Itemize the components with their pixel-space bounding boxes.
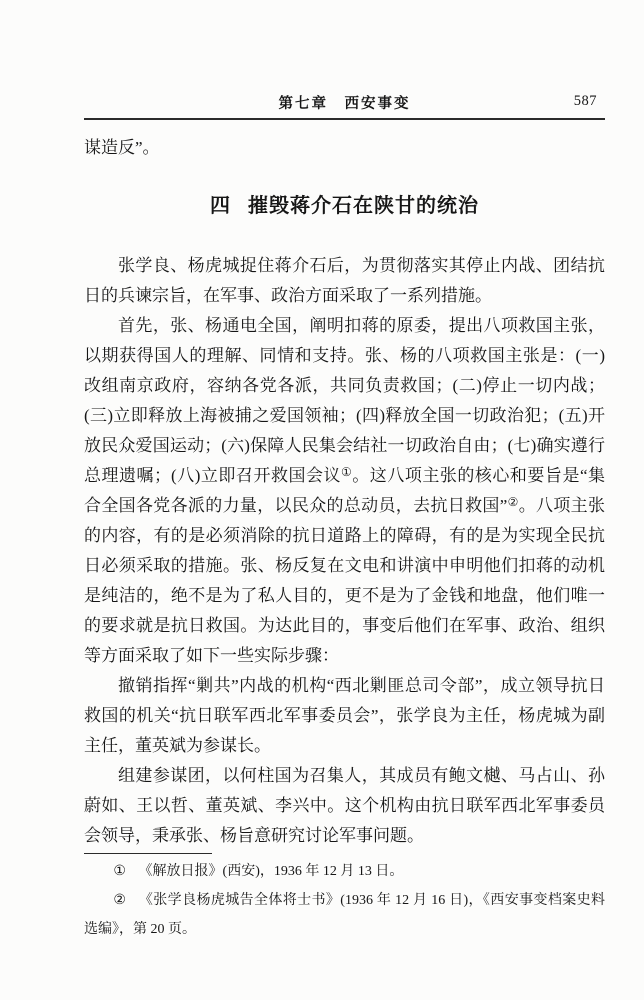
body-paragraph bbox=[84, 671, 605, 761]
footnote-text: 《张学良杨虎城告全体将士书》(1936 年 12 月 16 日)，《西安事变档案史料选编》，第 20 页。 bbox=[84, 893, 605, 937]
running-title: 第七章 西安事变 bbox=[278, 96, 411, 112]
page-header bbox=[84, 92, 605, 112]
page-number: 587 bbox=[573, 93, 597, 109]
body-paragraph bbox=[84, 251, 605, 311]
footnote bbox=[84, 857, 605, 886]
section-title bbox=[84, 189, 605, 218]
paragraph-text: 撤销指挥“剿共”内战的机构“西北剿匪总司令部”，成立领导抗日救国的机关“抗日联军西北军事委员会”，张学良为主任，杨虎城为副主任，董英斌为参谋长。 bbox=[84, 676, 605, 755]
paragraph-text: 。八项主张的内容，有的是必须消除的抗日道路上的障碍，有的是为实现全民抗日必须采取的措施。张、杨反复在文电和讲演中申明他们扣蒋的动机是纯洁的，绝不是为了私人目的，更不是为了金钱和地盘，他们唯一的要求就是抗日救国。为达此目的，事变后他们在军事、政治、组织等方面采取了如下一些实际步骤： bbox=[84, 496, 605, 665]
body-text bbox=[84, 251, 605, 851]
body-paragraph bbox=[84, 761, 605, 851]
footnotes bbox=[84, 857, 605, 944]
header-rule bbox=[84, 118, 605, 120]
footnote-ref: ② bbox=[507, 495, 519, 509]
paragraph-text: 首先，张、杨通电全国，阐明扣蒋的原委，提出八项救国主张，以期获得国人的理解、同情和支持。张、杨的八项救国主张是：(一)改组南京政府，容纳各党各派，共同负责救国；(二)停止一切内战；(三)立即释放上海被捕之爱国领袖；(四)释放全国一切政治犯；(五)开放民众爱国运动；(六)保障人民集会结社一切政治自由；(七)确实遵行总理遗嘱；(八)立即召开救国会议 bbox=[84, 316, 605, 485]
footnote-ref: ① bbox=[341, 465, 353, 479]
section-title-text: 摧毁蒋介石在陕甘的统治 bbox=[248, 195, 479, 217]
footnote-text: 《解放日报》(西安)，1936 年 12 月 13 日。 bbox=[138, 864, 404, 879]
paragraph-text: 。这八项主张的核心和要旨是“集合全国各党各派的力量，以民众的总动员，去抗日救国” bbox=[84, 466, 606, 515]
paragraph-text: 组建参谋团，以何柱国为召集人，其成员有鲍文樾、马占山、孙蔚如、王以哲、董英斌、李兴中。这个机构由抗日联军西北军事委员会领导，秉承张、杨旨意研究讨论军事问题。 bbox=[84, 766, 605, 845]
footnote bbox=[84, 886, 605, 944]
body-paragraph bbox=[84, 311, 605, 671]
footnote-marker: ② bbox=[113, 893, 127, 908]
paragraph-text: 张学良、杨虎城捉住蒋介石后，为贯彻落实其停止内战、团结抗日的兵谏宗旨，在军事、政治方面采取了一系列措施。 bbox=[84, 256, 605, 305]
footnote-marker: ① bbox=[113, 864, 126, 879]
section-number: 四 bbox=[210, 195, 231, 217]
footnote-separator bbox=[84, 853, 212, 854]
carryover-line: 谋造反”。 bbox=[84, 138, 160, 157]
